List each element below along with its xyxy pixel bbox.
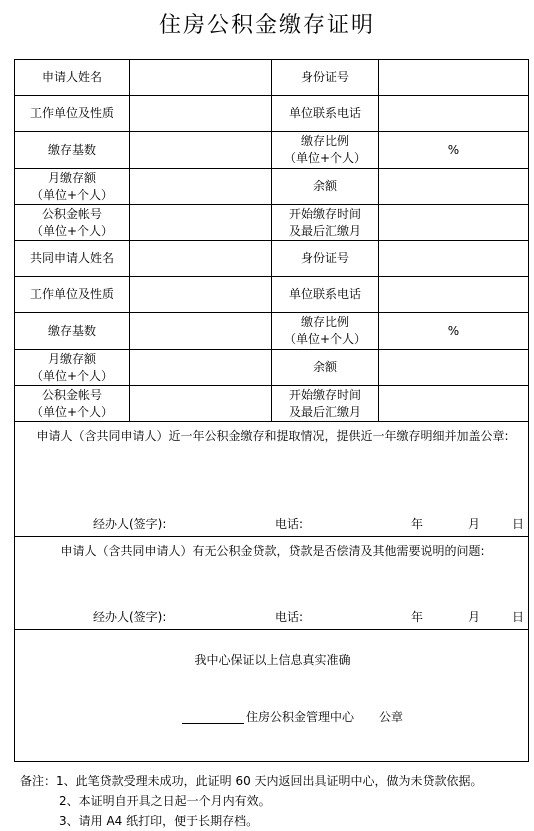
co-applicant-row-account: [15, 386, 529, 422]
co-applicant-id-field[interactable]: [379, 241, 529, 277]
applicant-monthly-label-line2: （单位+个人）: [30, 187, 114, 202]
section-guarantee: [15, 630, 529, 762]
co-applicant-row-monthly: [15, 350, 529, 386]
applicant-start-label: [272, 205, 379, 241]
applicant-ratio-field[interactable]: [379, 132, 529, 169]
applicant-row-name: [15, 60, 529, 96]
note-line-1: 备注：1、此笔贷款受理未成功，此证明 60 天内返回出具证明中心，做为未贷款依据。: [20, 774, 483, 788]
note-line-3: 3、请用 A4 纸打印，便于长期存档。: [59, 814, 259, 828]
official-seal-label: 公章: [379, 710, 404, 724]
applicant-ratio-label-line1: 缴存比例: [300, 134, 349, 148]
note-line-2: 2、本证明自开具之日起一个月内有效。: [59, 794, 271, 808]
applicant-employer-phone-field[interactable]: [379, 96, 529, 132]
percent-unit: %: [447, 323, 460, 338]
co-applicant-account-label-line2: （单位+个人）: [30, 404, 114, 419]
loan-status-text: 申请人（含共同申请人）有无公积金贷款，贷款是否偿清及其他需要说明的问题:: [60, 544, 485, 558]
applicant-base-label: 缴存基数: [15, 132, 130, 169]
co-applicant-row-employer: [15, 277, 529, 313]
applicant-balance-field[interactable]: [379, 169, 529, 205]
applicant-row-employer: [15, 96, 529, 132]
co-applicant-balance-label: 余额: [272, 350, 379, 386]
co-applicant-row-base: [15, 313, 529, 350]
housing-fund-center-label: 住房公积金管理中心: [246, 710, 355, 724]
guarantee-text: 我中心保证以上信息真实准确: [194, 653, 351, 667]
co-applicant-employer-phone-label: 单位联系电话: [272, 277, 379, 313]
co-applicant-start-label: [272, 386, 379, 422]
applicant-id-label: 身份证号: [272, 60, 379, 96]
applicant-ratio-label: [272, 132, 379, 169]
co-applicant-start-label-line1: 开始缴存时间: [288, 387, 361, 402]
co-applicant-monthly-field[interactable]: [130, 350, 272, 386]
percent-unit: %: [447, 142, 460, 157]
year-label: 年: [411, 517, 424, 531]
co-applicant-account-label: [15, 386, 130, 422]
applicant-id-field[interactable]: [379, 60, 529, 96]
applicant-balance-label: 余额: [272, 169, 379, 205]
day-label: 日: [512, 610, 525, 624]
notes: [20, 771, 483, 831]
co-applicant-balance-field[interactable]: [379, 350, 529, 386]
applicant-monthly-label-line1: 月缴存额: [47, 170, 96, 185]
co-applicant-name-label: 共同申请人姓名: [15, 241, 130, 277]
document-title: 住房公积金缴存证明: [158, 13, 375, 38]
applicant-name-field[interactable]: [130, 60, 272, 96]
section-loan-status: [15, 537, 529, 630]
co-applicant-ratio-field[interactable]: [379, 313, 529, 350]
applicant-start-label-line2: 及最后汇缴月: [288, 223, 361, 238]
phone-label: 电话:: [275, 517, 304, 531]
certificate-form: [14, 59, 529, 762]
co-applicant-ratio-label: [272, 313, 379, 350]
co-applicant-base-field[interactable]: [130, 313, 272, 350]
co-applicant-name-field[interactable]: [130, 241, 272, 277]
applicant-monthly-label: [15, 169, 130, 205]
applicant-monthly-field[interactable]: [130, 169, 272, 205]
co-applicant-ratio-label-line2: （单位+个人）: [283, 332, 367, 346]
loan-status-field[interactable]: [15, 537, 529, 630]
applicant-name-label: 申请人姓名: [15, 60, 130, 96]
applicant-account-field[interactable]: [130, 205, 272, 241]
applicant-ratio-label-line2: （单位+个人）: [283, 151, 367, 165]
co-applicant-base-label: 缴存基数: [15, 313, 130, 350]
co-applicant-monthly-label: [15, 350, 130, 386]
applicant-base-field[interactable]: [130, 132, 272, 169]
applicant-account-label-line1: 公积金帐号: [41, 206, 102, 221]
applicant-employer-field[interactable]: [130, 96, 272, 132]
applicant-start-label-line1: 开始缴存时间: [288, 206, 361, 221]
co-applicant-account-label-line1: 公积金帐号: [41, 387, 102, 402]
section-deposit-history: [15, 422, 529, 537]
guarantee-field: [15, 630, 529, 762]
applicant-employer-label: 工作单位及性质: [15, 96, 130, 132]
co-applicant-employer-field[interactable]: [130, 277, 272, 313]
applicant-row-base: [15, 132, 529, 169]
phone-label: 电话:: [275, 610, 304, 624]
day-label: 日: [512, 517, 525, 531]
co-applicant-row-name: [15, 241, 529, 277]
loan-status-sign-row: [15, 609, 528, 625]
center-name-blank-line: [182, 722, 244, 724]
co-applicant-start-field[interactable]: [379, 386, 529, 422]
handler-signature-label: 经办人(签字):: [93, 517, 167, 531]
co-applicant-monthly-label-line2: （单位+个人）: [30, 368, 114, 383]
applicant-start-field[interactable]: [379, 205, 529, 241]
deposit-history-sign-row: [15, 516, 528, 532]
co-applicant-account-field[interactable]: [130, 386, 272, 422]
applicant-row-account: [15, 205, 529, 241]
handler-signature-label: 经办人(签字):: [93, 610, 167, 624]
co-applicant-ratio-label-line1: 缴存比例: [300, 315, 349, 329]
applicant-account-label-line2: （单位+个人）: [30, 223, 114, 238]
applicant-row-monthly: [15, 169, 529, 205]
co-applicant-employer-phone-field[interactable]: [379, 277, 529, 313]
month-label: 月: [468, 517, 481, 531]
co-applicant-id-label: 身份证号: [272, 241, 379, 277]
co-applicant-employer-label: 工作单位及性质: [15, 277, 130, 313]
applicant-employer-phone-label: 单位联系电话: [272, 96, 379, 132]
deposit-history-field[interactable]: [15, 422, 529, 537]
deposit-history-text: 申请人（含共同申请人）近一年公积金缴存和提取情况，提供近一年缴存明细并加盖公章:: [36, 429, 509, 443]
co-applicant-start-label-line2: 及最后汇缴月: [288, 404, 361, 419]
co-applicant-monthly-label-line1: 月缴存额: [47, 351, 96, 366]
applicant-account-label: [15, 205, 130, 241]
year-label: 年: [411, 610, 424, 624]
month-label: 月: [468, 610, 481, 624]
